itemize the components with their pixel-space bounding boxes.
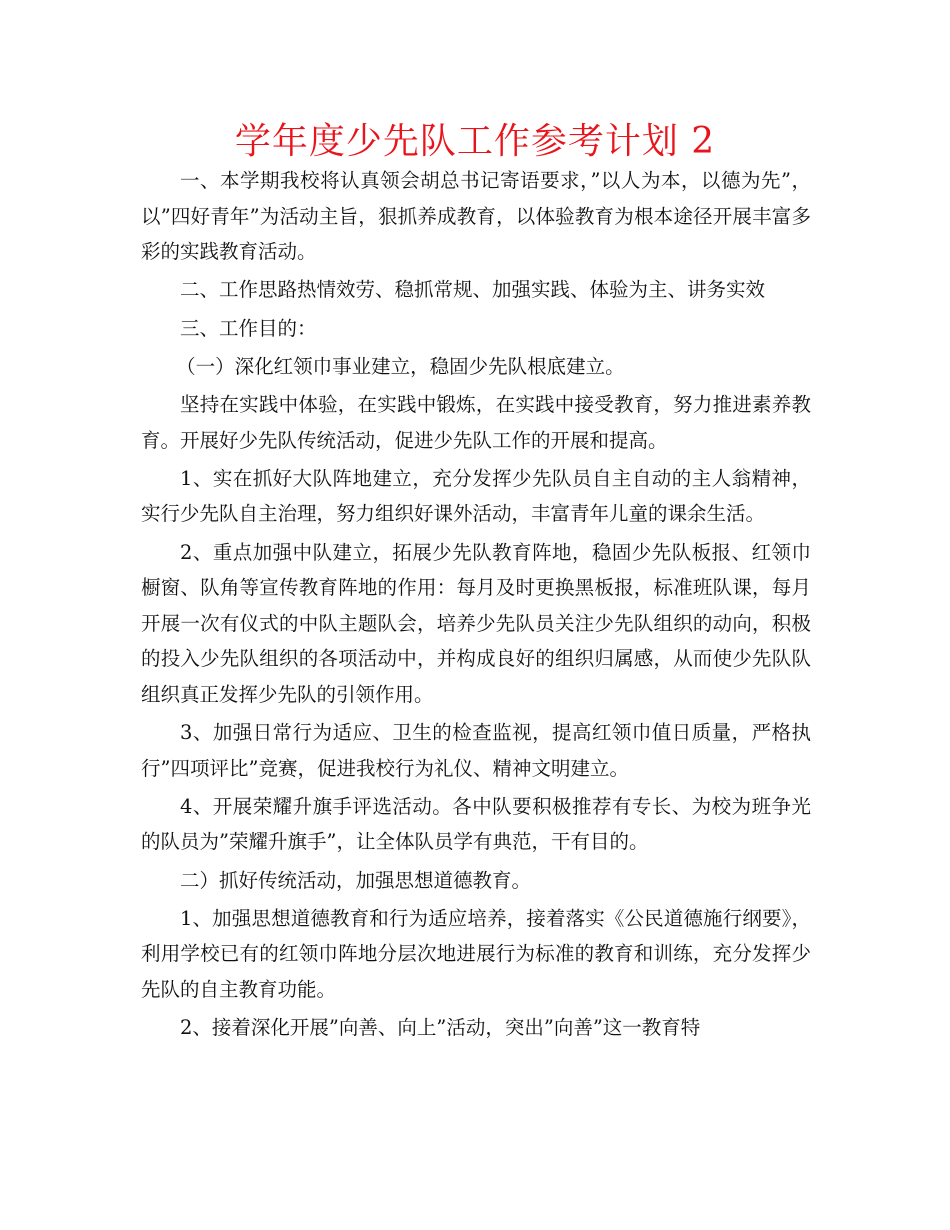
paragraph-work-goals-heading: 三、工作目的：	[180, 316, 317, 340]
paragraph-item-2: 2、重点加强中队建立，拓展少先队教育阵地，稳固少先队板报、红领巾橱窗、队角等宣传教育阵地的作用：每月及时更换黑板报，标准班队课，每月开展一次有仪式的中队主题队会，培养少先队员关注少先队组织的动向，积极的投入少先队组织的各项活动中，并构成良好的组织归属感，从而使少先队队组织真正发挥少先队的引领作用。	[141, 540, 811, 706]
paragraph-intro: 一、本学期我校将认真领会胡总书记寄语要求，”以人为本，以德为先”，以”四好青年”为活动主旨，狠抓养成教育，以体验教育为根本途径开展丰富多彩的实践教育活动。	[141, 169, 811, 263]
paragraph-item-3: 3、加强日常行为适应、卫生的检查监视，提高红领巾值日质量，严格执行”四项评比”竞赛，促进我校行为礼仪、精神文明建立。	[141, 721, 811, 780]
paragraph-practice: 坚持在实践中体验，在实践中锻炼，在实践中接受教育，努力推进素养教育。开展好少先队传统活动，促进少先队工作的开展和提高。	[141, 393, 811, 452]
paragraph-section-2-item-2: 2、接着深化开展”向善、向上”活动，突出”向善”这一教育特	[180, 1016, 701, 1040]
paragraph-section-1-heading: （一）深化红领巾事业建立，稳固少先队根底建立。	[176, 354, 625, 378]
document-title: 学年度少先队工作参考计划 2	[234, 121, 716, 162]
document-body	[141, 163, 811, 1049]
paragraph-section-2-heading: 二）抓好传统活动，加强思想道德教育。	[180, 868, 532, 892]
paragraph-work-approach: 二、工作思路热情效劳、稳抓常规、加强实践、体验为主、讲务实效	[180, 278, 766, 302]
paragraph-item-4: 4、开展荣耀升旗手评选活动。各中队要积极推荐有专长、为校为班争光的队员为”荣耀升旗手”，让全体队员学有典范，干有目的。	[141, 794, 811, 854]
paragraph-section-2-item-1: 1、加强思想道德教育和行为适应培养，接着落实《公民道德施行纲要》，利用学校已有的红领巾阵地分层次地进展行为标准的教育和训练，充分发挥少先队的自主教育功能。	[141, 906, 811, 1001]
paragraph-item-1: 1、实在抓好大队阵地建立，充分发挥少先队员自主自动的主人翁精神，实行少先队自主治理，努力组织好课外活动，丰富青年儿童的课余生活。	[141, 466, 811, 526]
